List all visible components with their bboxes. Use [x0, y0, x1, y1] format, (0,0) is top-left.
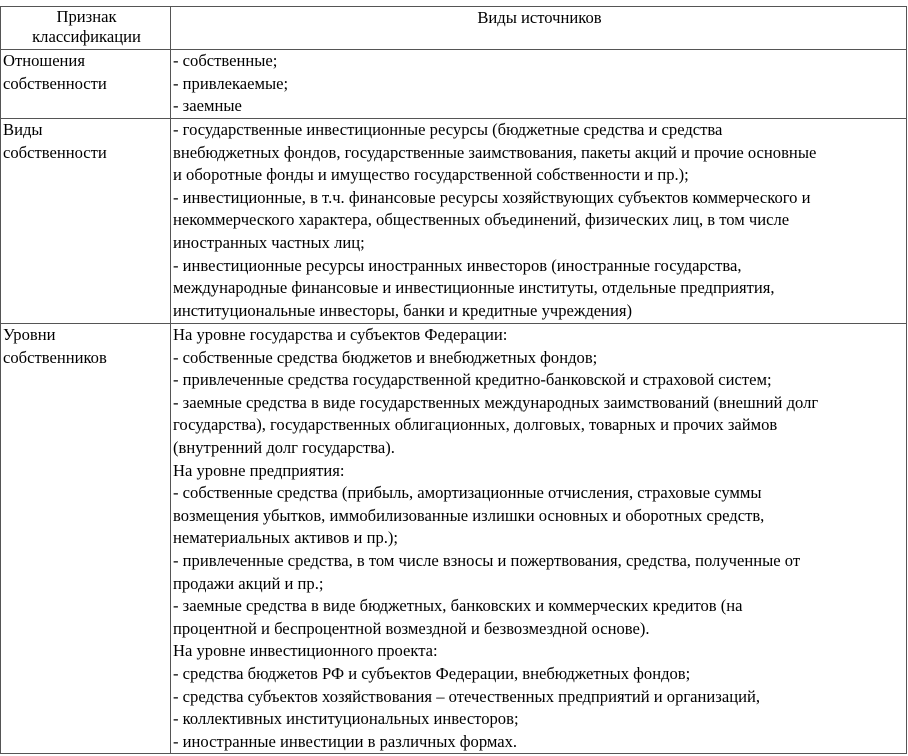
source-line: процентной и беспроцентной возмездной и безвозмездной основе).	[173, 618, 650, 638]
source-line: международные финансовые и инвестиционные институты, отдельные предприятия,	[173, 278, 775, 298]
level-heading: На уровне инвестиционного проекта:	[173, 641, 438, 661]
source-line: нематериальных активов и пр.);	[173, 528, 399, 548]
source-line: - заемные средства в виде государственных международных заимствований (внешний долг	[173, 392, 819, 412]
source-line: - привлеченные средства, в том числе взносы и пожертвования, средства, полученные от	[173, 550, 801, 570]
header-source-types: Виды источников	[171, 7, 907, 50]
source-line: продажи акций и пр.;	[173, 573, 324, 593]
source-line: - привлеченные средства государственной кредитно-банковской и страховой систем;	[173, 370, 772, 390]
row-label-line: собственности	[3, 73, 107, 93]
level-heading: На уровне предприятия:	[173, 460, 345, 480]
header-row	[1, 7, 907, 50]
source-line: некоммерческого характера, общественных объединений, физических лиц, в том числе	[173, 210, 790, 230]
source-line: внебюджетных фондов, государственные заимствования, пакеты акций и прочие основные	[173, 142, 817, 162]
table-row	[1, 119, 907, 324]
source-line: - заемные средства в виде бюджетных, банковских и коммерческих кредитов (на	[173, 596, 743, 616]
row-label	[1, 324, 171, 754]
row-sources	[171, 324, 907, 754]
table-row	[1, 50, 907, 119]
source-line: государства), государственных облигационных, долговых, товарных и прочих займов	[173, 415, 778, 435]
source-line: - инвестиционные, в т.ч. финансовые ресурсы хозяйствующих субъектов коммерческого и	[173, 187, 811, 207]
source-line: иностранных частных лиц;	[173, 232, 365, 252]
row-label-line: Виды	[3, 120, 43, 139]
row-label-line: собственников	[3, 347, 107, 367]
row-label	[1, 119, 171, 324]
source-line: - иностранные инвестиции в различных формах.	[173, 731, 518, 751]
header-col1-line: классификации	[32, 27, 141, 46]
source-line: возмещения убытков, иммобилизованные излишки основных и оборотных средств,	[173, 505, 765, 525]
classification-table	[0, 6, 907, 754]
header-col1-line: Признак	[56, 7, 117, 26]
source-line: - инвестиционные ресурсы иностранных инвесторов (иностранные государства,	[173, 255, 742, 275]
header-classification-attribute	[1, 7, 171, 50]
source-line: - средства бюджетов РФ и субъектов Федерации, внебюджетных фондов;	[173, 663, 691, 683]
source-line: (внутренний долг государства).	[173, 437, 395, 457]
row-sources	[171, 119, 907, 324]
row-label	[1, 50, 171, 119]
source-line: - собственные;	[173, 51, 278, 70]
source-line: - коллективных институциональных инвесторов;	[173, 709, 519, 729]
row-sources	[171, 50, 907, 119]
row-label-line: собственности	[3, 142, 107, 162]
source-line: - собственные средства бюджетов и внебюджетных фондов;	[173, 347, 598, 367]
level-heading: На уровне государства и субъектов Федерации:	[173, 325, 508, 344]
source-line: - собственные средства (прибыль, амортизационные отчисления, страховые суммы	[173, 483, 762, 503]
source-line: и оборотные фонды и имущество государственной собственности и пр.);	[173, 165, 689, 185]
source-line: - привлекаемые;	[173, 73, 289, 93]
source-line: - государственные инвестиционные ресурсы (бюджетные средства и средства	[173, 120, 723, 139]
source-line: - заемные	[173, 96, 242, 116]
row-label-line: Отношения	[3, 51, 85, 70]
source-line: - средства субъектов хозяйствования – отечественных предприятий и организаций,	[173, 686, 761, 706]
table-row	[1, 324, 907, 754]
source-line: институциональные инвесторы, банки и кредитные учреждения)	[173, 300, 633, 320]
row-label-line: Уровни	[3, 325, 56, 344]
